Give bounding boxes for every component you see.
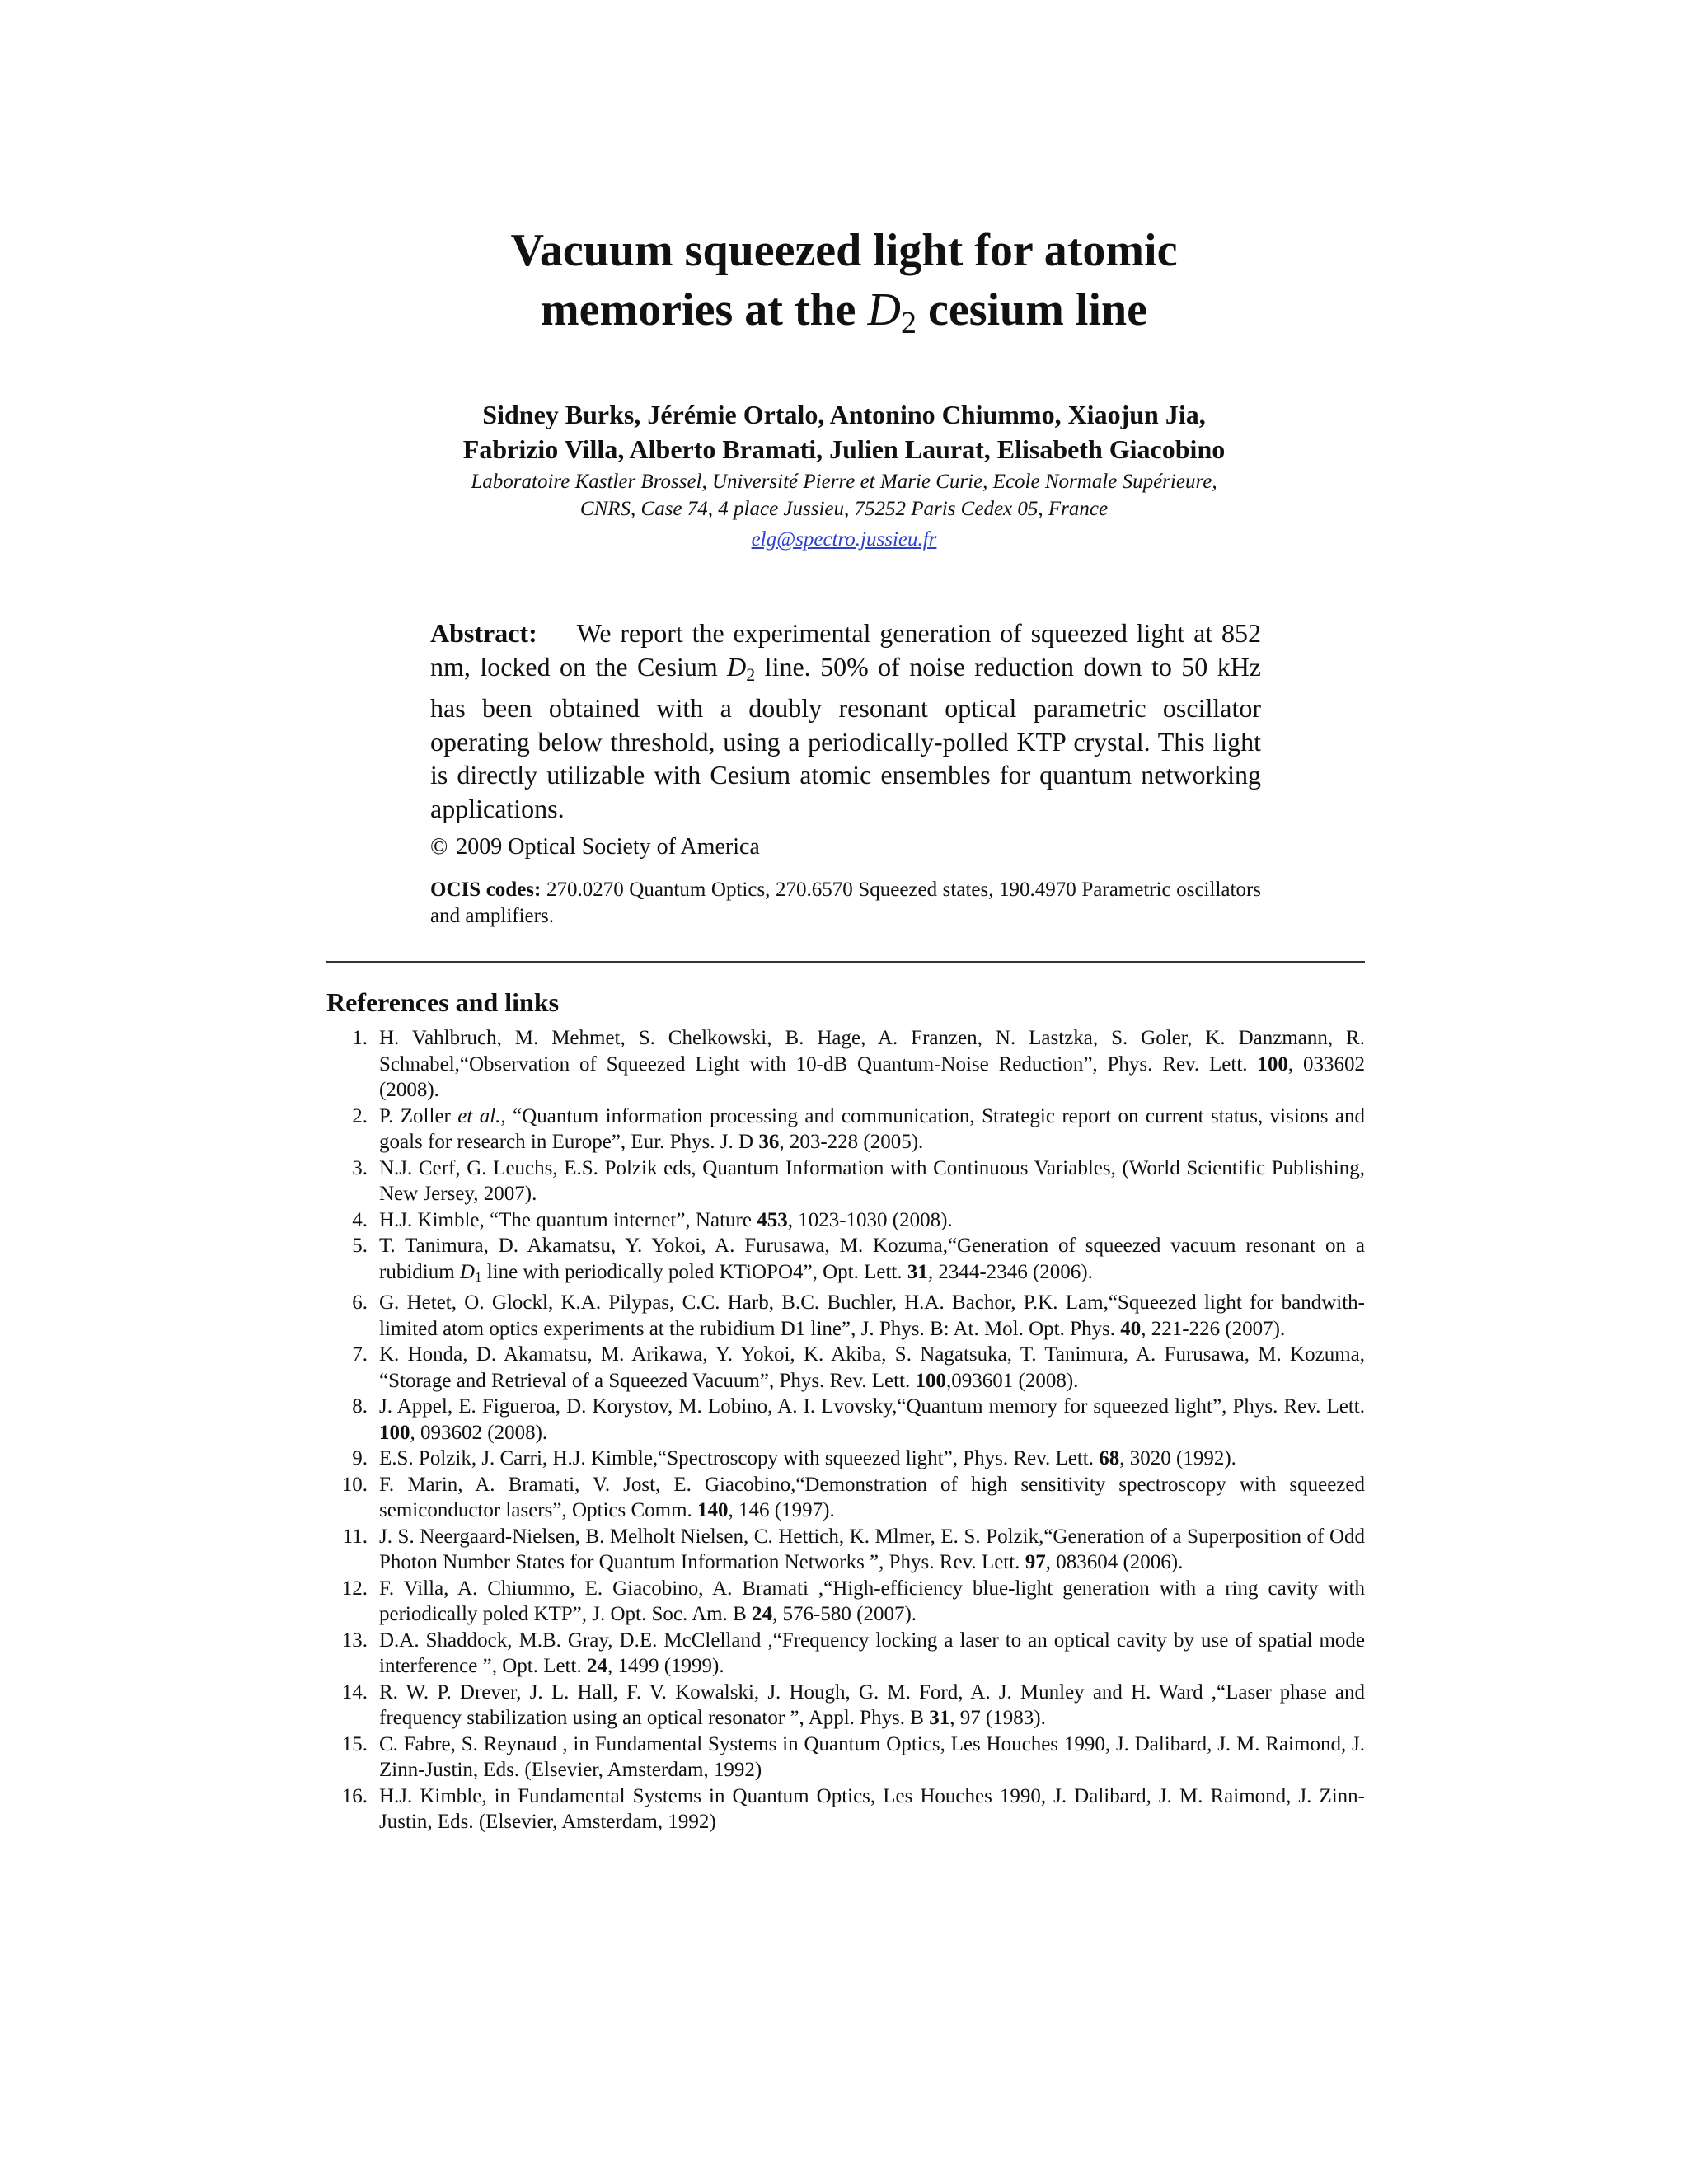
reference-text: , 093602 (2008). bbox=[410, 1421, 548, 1444]
ocis-codes bbox=[430, 877, 1261, 929]
authors-line-1: Sidney Burks, Jérémie Ortalo, Antonino Chiummo, Xiaojun Jia, bbox=[482, 400, 1206, 429]
reference-number: 10. bbox=[341, 1473, 368, 1496]
reference-item bbox=[326, 1290, 1365, 1342]
reference-item bbox=[326, 1025, 1365, 1104]
reference-text: , 576-580 (2007). bbox=[772, 1603, 917, 1625]
reference-number: 8. bbox=[352, 1395, 368, 1418]
reference-text: 453 bbox=[757, 1208, 788, 1231]
reference-text: 24 bbox=[586, 1655, 607, 1677]
title-line-2-pre: memories at the bbox=[541, 284, 868, 335]
title-line-2 bbox=[0, 280, 1688, 353]
reference-number: 1. bbox=[352, 1027, 368, 1049]
reference-item bbox=[326, 1576, 1365, 1628]
reference-text: , 97 (1983). bbox=[950, 1707, 1046, 1729]
reference-item bbox=[326, 1732, 1365, 1783]
reference-text: 1 bbox=[474, 1268, 482, 1285]
copyright-icon: © bbox=[430, 834, 448, 860]
author-list bbox=[0, 397, 1688, 466]
reference-text: , 1023-1030 (2008). bbox=[787, 1208, 953, 1231]
reference-text: K. Honda, D. Akamatsu, M. Arikawa, Y. Yokoi, K. Akiba, S. Nagatsuka, T. Tanimura, A. Furusawa, M. Kozuma, “Storage and Retrieval of a Squeezed Vacuum”, Phys. Rev. Lett. bbox=[379, 1343, 1365, 1392]
reference-item bbox=[326, 1394, 1365, 1446]
reference-item bbox=[326, 1233, 1365, 1290]
reference-text: H. Vahlbruch, M. Mehmet, S. Chelkowski, B. Hage, A. Franzen, N. Lastzka, S. Goler, K. Danzmann, R. Schnabel,“Observation of Squeezed Light with 10-dB Quantum-Noise Reduction”, Phys. Rev. Lett. bbox=[379, 1027, 1365, 1076]
reference-text: , 033602 (2008). bbox=[379, 1052, 1365, 1101]
references-heading: References and links bbox=[326, 987, 560, 1017]
reference-text: line with periodically poled KTiOPO4”, Opt. Lett. bbox=[481, 1260, 907, 1283]
reference-item bbox=[326, 1104, 1365, 1155]
reference-text: H.J. Kimble, “The quantum internet”, Nature bbox=[379, 1208, 757, 1231]
abstract-text-1: We report the experimental generation of squeezed light at 852 nm, locked on the Cesium bbox=[430, 618, 1261, 682]
reference-text: F. Marin, A. Bramati, V. Jost, E. Giacobino,“Demonstration of high sensitivity spectroscopy with squeezed semiconductor lasers”, Optics Comm. bbox=[379, 1473, 1365, 1521]
reference-text: D.A. Shaddock, M.B. Gray, D.E. McClelland ,“Frequency locking a laser to an optical cavity by use of spatial mode interference ”, Opt. Lett. bbox=[379, 1629, 1365, 1677]
authors-line-2: Fabrizio Villa, Alberto Bramati, Julien Laurat, Elisabeth Giacobino bbox=[462, 434, 1226, 464]
reference-number: 12. bbox=[341, 1577, 368, 1600]
title-d-symbol: D bbox=[867, 284, 901, 335]
reference-text: 24 bbox=[752, 1603, 773, 1625]
reference-item bbox=[326, 1628, 1365, 1680]
copyright-text: 2009 Optical Society of America bbox=[456, 834, 760, 860]
reference-text: , 146 (1997). bbox=[728, 1499, 835, 1521]
reference-number: 5. bbox=[352, 1235, 368, 1257]
reference-text: D bbox=[459, 1260, 475, 1283]
ocis-label: OCIS codes: bbox=[430, 879, 542, 901]
reference-text: 40 bbox=[1120, 1317, 1142, 1340]
reference-number: 6. bbox=[352, 1291, 368, 1314]
reference-number: 13. bbox=[341, 1629, 368, 1652]
reference-text: P. Zoller bbox=[379, 1104, 458, 1127]
reference-item bbox=[326, 1680, 1365, 1732]
reference-text: N.J. Cerf, G. Leuchs, E.S. Polzik eds, Quantum Information with Continuous Variables, (World Scientific Publishing, New Jersey, 2007). bbox=[379, 1156, 1365, 1205]
reference-text: F. Villa, A. Chiummo, E. Giacobino, A. Bramati ,“High-efficiency blue-light generation with a ring cavity with periodically poled KTP”, J. Opt. Soc. Am. B bbox=[379, 1577, 1365, 1625]
reference-item bbox=[326, 1207, 1365, 1234]
reference-text: ,093601 (2008). bbox=[946, 1369, 1079, 1392]
reference-text: T. Tanimura, D. Akamatsu, Y. Yokoi, A. Furusawa, M. Kozuma,“Generation of squeezed vacuum resonant on a rubidium bbox=[379, 1235, 1365, 1283]
reference-text: , 203-228 (2005). bbox=[779, 1131, 924, 1153]
reference-number: 16. bbox=[341, 1784, 368, 1807]
reference-text: J. S. Neergaard-Nielsen, B. Melholt Nielsen, C. Hettich, K. Mlmer, E. S. Polzik,“Generation of a Superposition of Odd Photon Number States for Quantum Information Networks ”, Phys. Rev. Lett. bbox=[379, 1525, 1365, 1573]
reference-text: 100 bbox=[915, 1369, 947, 1392]
reference-number: 14. bbox=[341, 1680, 368, 1704]
reference-item bbox=[326, 1155, 1365, 1207]
title-d-subscript: 2 bbox=[900, 306, 917, 340]
reference-text: , 3020 (1992). bbox=[1119, 1447, 1236, 1469]
reference-text: H.J. Kimble, in Fundamental Systems in Quantum Optics, Les Houches 1990, J. Dalibard, J. M. Raimond, J. Zinn-Justin, Eds. (Elsevier, Amsterdam, 1992) bbox=[379, 1784, 1365, 1833]
copyright-notice bbox=[430, 832, 760, 862]
reference-list bbox=[326, 1025, 1365, 1835]
reference-text: 68 bbox=[1099, 1447, 1120, 1469]
abstract-d-subscript: 2 bbox=[746, 663, 756, 685]
reference-number: 11. bbox=[342, 1525, 368, 1548]
title-line-1: Vacuum squeezed light for atomic bbox=[510, 225, 1178, 276]
abstract-heading: Abstract: bbox=[430, 618, 537, 648]
email-row bbox=[0, 526, 1688, 553]
affiliation-line-1: Laboratoire Kastler Brossel, Université Pierre et Marie Curie, Ecole Normale Supérieure, bbox=[471, 471, 1217, 493]
affiliation bbox=[0, 468, 1688, 523]
affiliation-line-2: CNRS, Case 74, 4 place Jussieu, 75252 Paris Cedex 05, France bbox=[579, 498, 1109, 520]
reference-number: 7. bbox=[352, 1343, 368, 1366]
reference-text: 31 bbox=[929, 1707, 950, 1729]
reference-text: 36 bbox=[758, 1131, 780, 1153]
reference-text: C. Fabre, S. Reynaud , in Fundamental Systems in Quantum Optics, Les Houches 1990, J. Dalibard, J. M. Raimond, J. Zinn-Justin, Eds. (Elsevier, Amsterdam, 1992) bbox=[379, 1732, 1365, 1781]
reference-item bbox=[326, 1446, 1365, 1472]
ocis-text: 270.0270 Quantum Optics, 270.6570 Squeezed states, 190.4970 Parametric oscillators and amplifiers. bbox=[430, 879, 1261, 927]
reference-number: 9. bbox=[352, 1447, 368, 1469]
reference-text: 31 bbox=[907, 1260, 928, 1283]
reference-text: , 2344-2346 (2006). bbox=[927, 1260, 1093, 1283]
reference-text: et al. bbox=[457, 1104, 501, 1127]
reference-text: , 1499 (1999). bbox=[607, 1655, 724, 1677]
reference-text: 97 bbox=[1025, 1551, 1046, 1573]
abstract-text-2: line. 50% of noise reduction down to 50 kHz has been obtained with a doubly resonant optical parametric oscillator operating below threshold, using a periodically-polled KTP crystal. This light is directly utilizable with Cesium atomic ensembles for quantum networking applications. bbox=[430, 651, 1262, 823]
reference-text: , 221-226 (2007). bbox=[1141, 1317, 1286, 1340]
reference-text: E.S. Polzik, J. Carri, H.J. Kimble,“Spectroscopy with squeezed light”, Phys. Rev. Lett. bbox=[379, 1447, 1100, 1469]
reference-number: 4. bbox=[352, 1208, 368, 1231]
paper-title bbox=[0, 221, 1688, 353]
reference-text: G. Hetet, O. Glockl, K.A. Pilypas, C.C. Harb, B.C. Buchler, H.A. Bachor, P.K. Lam,“Squeezed light for bandwith-limited atom optics experiments at the rubidium D1 line”, J. Phys. B: At. Mol. Opt. Phys. bbox=[379, 1291, 1365, 1340]
reference-text: 140 bbox=[697, 1499, 729, 1521]
reference-text: , “Quantum information processing and communication, Strategic report on current status, visions and goals for research in Europe”, Eur. Phys. J. D bbox=[379, 1104, 1365, 1153]
reference-item bbox=[326, 1524, 1365, 1576]
reference-text: J. Appel, E. Figueroa, D. Korystov, M. Lobino, A. I. Lvovsky,“Quantum memory for squeezed light”, Phys. Rev. Lett. bbox=[379, 1395, 1365, 1418]
reference-number: 3. bbox=[352, 1156, 368, 1179]
abstract-d-symbol: D bbox=[727, 651, 747, 682]
reference-number: 2. bbox=[352, 1104, 368, 1127]
reference-text: R. W. P. Drever, J. L. Hall, F. V. Kowalski, J. Hough, G. M. Ford, A. J. Munley and H. Ward ,“Laser phase and frequency stabilization using an optical resonator ”, Appl. Phys. B bbox=[379, 1680, 1365, 1729]
reference-number: 15. bbox=[341, 1732, 368, 1755]
abstract bbox=[430, 616, 1261, 825]
reference-item bbox=[326, 1472, 1365, 1524]
section-divider bbox=[326, 961, 1365, 963]
email-link[interactable]: elg@spectro.jussieu.fr bbox=[751, 528, 937, 551]
reference-text: , 083604 (2006). bbox=[1045, 1551, 1184, 1573]
reference-text: 100 bbox=[1257, 1052, 1288, 1076]
reference-item bbox=[326, 1342, 1365, 1394]
reference-item bbox=[326, 1783, 1365, 1835]
reference-text: 100 bbox=[379, 1421, 410, 1444]
title-line-2-post: cesium line bbox=[916, 284, 1147, 335]
